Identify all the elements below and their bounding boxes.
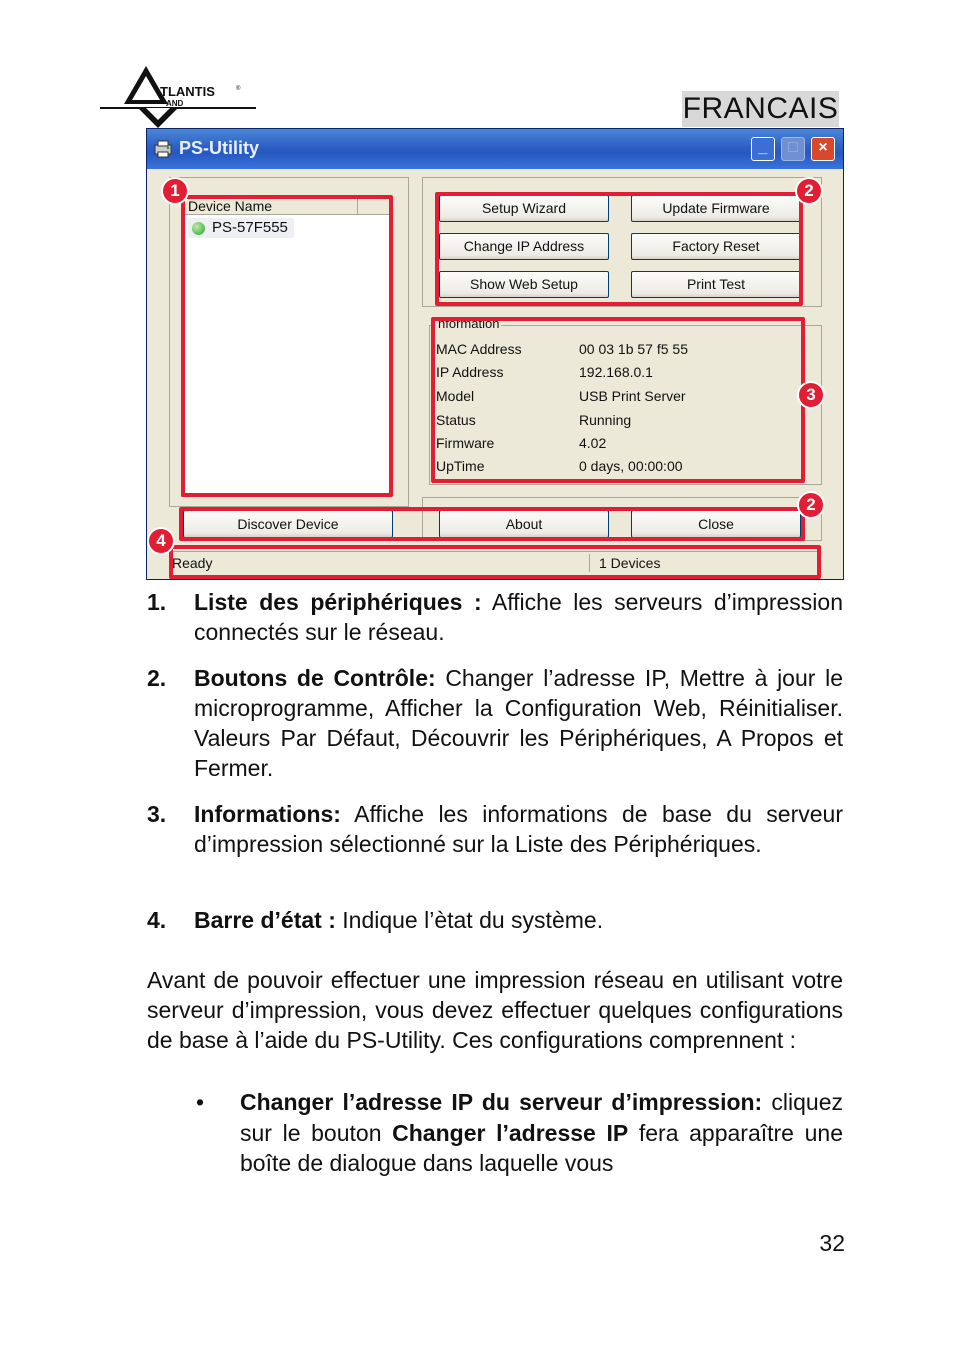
info-label-mac: MAC Address: [436, 341, 522, 357]
bullet-item: [240, 1087, 843, 1179]
item-3-text: Affiche les informations de base du serveur d’impression sélectionné sur la Liste des Périphériques.: [194, 801, 843, 857]
annotation-box-2-top: [435, 192, 803, 306]
info-label-ip: IP Address: [436, 364, 504, 380]
close-window-button[interactable]: ×: [811, 137, 835, 161]
information-title: nformation: [438, 316, 500, 331]
annotation-box-4: [169, 545, 821, 579]
printer-app-icon: [153, 139, 173, 159]
info-label-model: Model: [436, 388, 475, 404]
info-value-status: Running: [579, 412, 632, 428]
item-4-text: Indique l’ètat du système.: [335, 907, 604, 933]
item-2-title: Boutons de Contrôle:: [194, 665, 436, 691]
ps-utility-window: [146, 128, 844, 580]
atlantis-logo: [98, 62, 258, 132]
item-3-title: Informations:: [194, 801, 341, 827]
info-value-model: USB Print Server: [579, 388, 686, 404]
item-4-number: 4.: [147, 907, 167, 933]
info-label-firmware: Firmware: [436, 435, 495, 451]
svg-text:®: ®: [236, 86, 241, 92]
intro-paragraph: Avant de pouvoir effectuer une impression réseau en utilisant votre serveur d’impression, vous devez effectuer quelques configurations de base à l’aide du PS-Utility. Ces configurations comprennent :: [147, 967, 843, 1053]
update-firmware-button[interactable]: Update Firmware: [631, 195, 801, 222]
print-test-button[interactable]: Print Test: [631, 271, 801, 298]
maximize-button[interactable]: □: [781, 137, 805, 161]
info-value-mac: 00 03 1b 57 f5 55: [579, 341, 688, 357]
show-web-setup-button[interactable]: Show Web Setup: [439, 271, 609, 298]
annotation-box-1: [181, 195, 393, 497]
annotation-box-2-bottom: [179, 507, 805, 541]
info-value-firmware: 4.02: [579, 435, 607, 451]
info-value-ip: 192.168.0.1: [579, 364, 653, 380]
item-4-title: Barre d’état :: [194, 907, 336, 933]
about-button[interactable]: About: [439, 510, 609, 538]
window-title: PS-Utility: [179, 138, 260, 158]
device-name-header[interactable]: Device Name: [182, 198, 358, 215]
close-button[interactable]: Close: [631, 510, 801, 538]
info-label-status: Status: [436, 412, 476, 428]
svg-text:AND: AND: [166, 99, 184, 108]
factory-reset-button[interactable]: Factory Reset: [631, 233, 801, 260]
change-ip-button[interactable]: Change IP Address: [439, 233, 609, 260]
info-label-uptime: UpTime: [436, 458, 485, 474]
bullet-text-2: fera apparaître une boîte de dialogue dans laquelle vous: [240, 1119, 843, 1176]
annotation-badge-4: 4: [147, 527, 175, 555]
item-1-title: Liste des périphériques :: [194, 589, 482, 615]
bullet-bold-2: Changer l’adresse IP: [392, 1119, 629, 1146]
info-value-uptime: 0 days, 00:00:00: [579, 458, 683, 474]
page-number: 32: [819, 1230, 845, 1256]
annotation-box-3: [431, 317, 805, 483]
setup-wizard-button[interactable]: Setup Wizard: [439, 195, 609, 222]
annotation-badge-2-top: 2: [795, 177, 823, 205]
annotation-badge-1: 1: [161, 177, 189, 205]
item-2-number: 2.: [147, 665, 167, 691]
device-name: PS-57F555: [212, 219, 288, 236]
annotation-badge-2-bottom: 2: [797, 491, 825, 519]
item-3: [194, 799, 843, 859]
item-1-text: Affiche les serveurs d’impression connectés sur le réseau.: [194, 589, 843, 645]
item-2: [194, 663, 843, 783]
svg-text:TLANTIS: TLANTIS: [160, 84, 215, 99]
item-2-text: Changer l’adresse IP, Mettre à jour le microprogramme, Afficher la Configuration Web, Réinitialiser. Valeurs Par Défaut, Découvrir les Périphériques, A Propos et Fermer.: [194, 665, 843, 781]
discover-device-button[interactable]: Discover Device: [183, 510, 393, 538]
bullet-title: Changer l’adresse IP du serveur d’impression:: [240, 1089, 763, 1115]
item-1: [194, 587, 843, 647]
status-text: Ready: [172, 555, 213, 571]
item-4: [194, 905, 843, 935]
item-1-number: 1.: [147, 589, 167, 615]
annotation-badge-3: 3: [797, 381, 825, 409]
bullet-text-1: cliquez sur le bouton: [240, 1089, 843, 1146]
bullet-symbol: •: [196, 1089, 205, 1115]
device-count: 1 Devices: [599, 555, 661, 571]
minimize-button[interactable]: _: [751, 137, 775, 161]
title-bar[interactable]: [147, 129, 843, 169]
item-3-number: 3.: [147, 801, 167, 827]
language-label: FRANCAIS: [682, 92, 839, 125]
